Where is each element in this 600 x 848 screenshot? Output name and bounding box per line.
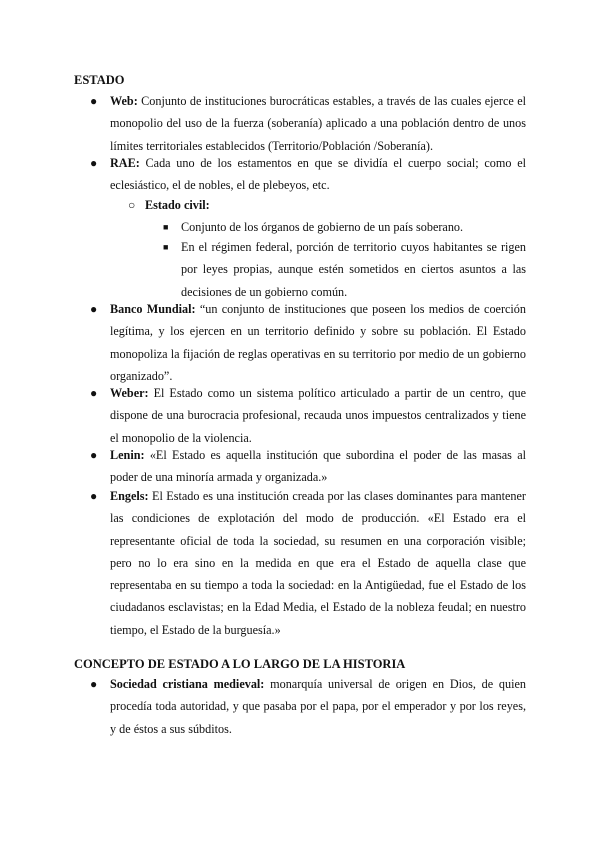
bullet-square-icon: ■ — [163, 222, 169, 232]
list-item-sociedad-medieval — [90, 673, 526, 740]
list-item-estado-civil — [128, 194, 526, 216]
term-label: Lenin: — [110, 448, 145, 462]
term-label: RAE: — [110, 156, 140, 170]
list-item-weber — [90, 382, 526, 449]
definition-text: Conjunto de instituciones burocráticas estables, a través de las cuales ejerce el monopolio del uso de la fuerza (soberanía) aplicado a una población dentro de unos límites territoriales establecidos (Territorio/Población /Soberanía). — [110, 94, 526, 153]
term-label: Weber: — [110, 386, 149, 400]
definition-text: Cada uno de los estamentos en que se dividía el cuerpo social; como el eclesiástico, el de nobles, el de plebeyos, etc. — [110, 156, 526, 193]
bullet-disc-icon: ● — [90, 156, 98, 170]
list-item-rae — [90, 152, 526, 197]
section-title-historia: CONCEPTO DE ESTADO A LO LARGO DE LA HISTORIA — [74, 657, 406, 671]
bullet-circle-icon: ○ — [128, 198, 136, 212]
definition-text: Conjunto de los órganos de gobierno de un país soberano. — [181, 220, 464, 234]
bullet-disc-icon: ● — [90, 448, 98, 462]
list-item-civil-2 — [163, 236, 526, 303]
list-item-banco-mundial — [90, 298, 526, 387]
list-item-engels — [90, 485, 526, 641]
bullet-disc-icon: ● — [90, 386, 98, 400]
term-label: Web: — [110, 94, 138, 108]
bullet-disc-icon: ● — [90, 302, 98, 316]
bullet-square-icon: ■ — [163, 242, 169, 252]
definition-text: “un conjunto de instituciones que poseen los medios de coerción legítima, y los ejercen en un territorio definido y sobre su población. El Estado monopoliza la fijación de reglas operativas en su territorio por medio de un gobierno organizado”. — [110, 302, 526, 383]
definition-text: «El Estado es aquella institución que subordina el poder de las masas al poder de una minoría armada y organizada.» — [110, 448, 526, 485]
bullet-disc-icon: ● — [90, 489, 98, 503]
term-label: Sociedad cristiana medieval: — [110, 677, 265, 691]
definition-text: El Estado como un sistema político articulado a partir de un centro, que dispone de una burocracia profesional, recauda unos impuestos centralizados y tiene el monopolio de la violencia. — [110, 386, 526, 445]
list-item-lenin — [90, 444, 526, 489]
term-label: Banco Mundial: — [110, 302, 196, 316]
bullet-disc-icon: ● — [90, 677, 98, 691]
definition-text: monarquía universal de origen en Dios, de quien procedía toda autoridad, y que pasaba por el papa, por el emperador y por los reyes, y de éstos a sus súbditos. — [110, 677, 526, 736]
list-item-web — [90, 90, 526, 157]
list-item-civil-1 — [163, 216, 526, 238]
term-label: Engels: — [110, 489, 149, 503]
section-title-estado: ESTADO — [74, 73, 125, 87]
term-label: Estado civil: — [145, 198, 210, 212]
definition-text: El Estado es una institución creada por las clases dominantes para mantener las condiciones de explotación del modo de producción. «El Estado era el representante oficial de toda la sociedad, su resumen en una corporación visible; pero no lo era sino en la medida en que era el Estado de aquella clase que representaba en su tiempo a toda la sociedad: en la Antigüedad, fue el Estado de los ciudadanos esclavistas; en la Edad Media, el Estado de la nobleza feudal; en nuestro tiempo, el Estado de la burguesía.» — [110, 489, 526, 637]
definition-text: En el régimen federal, porción de territorio cuyos habitantes se rigen por leyes propias, aunque estén sometidos en ciertos asuntos a las decisiones de un gobierno común. — [181, 240, 526, 299]
bullet-disc-icon: ● — [90, 94, 98, 108]
